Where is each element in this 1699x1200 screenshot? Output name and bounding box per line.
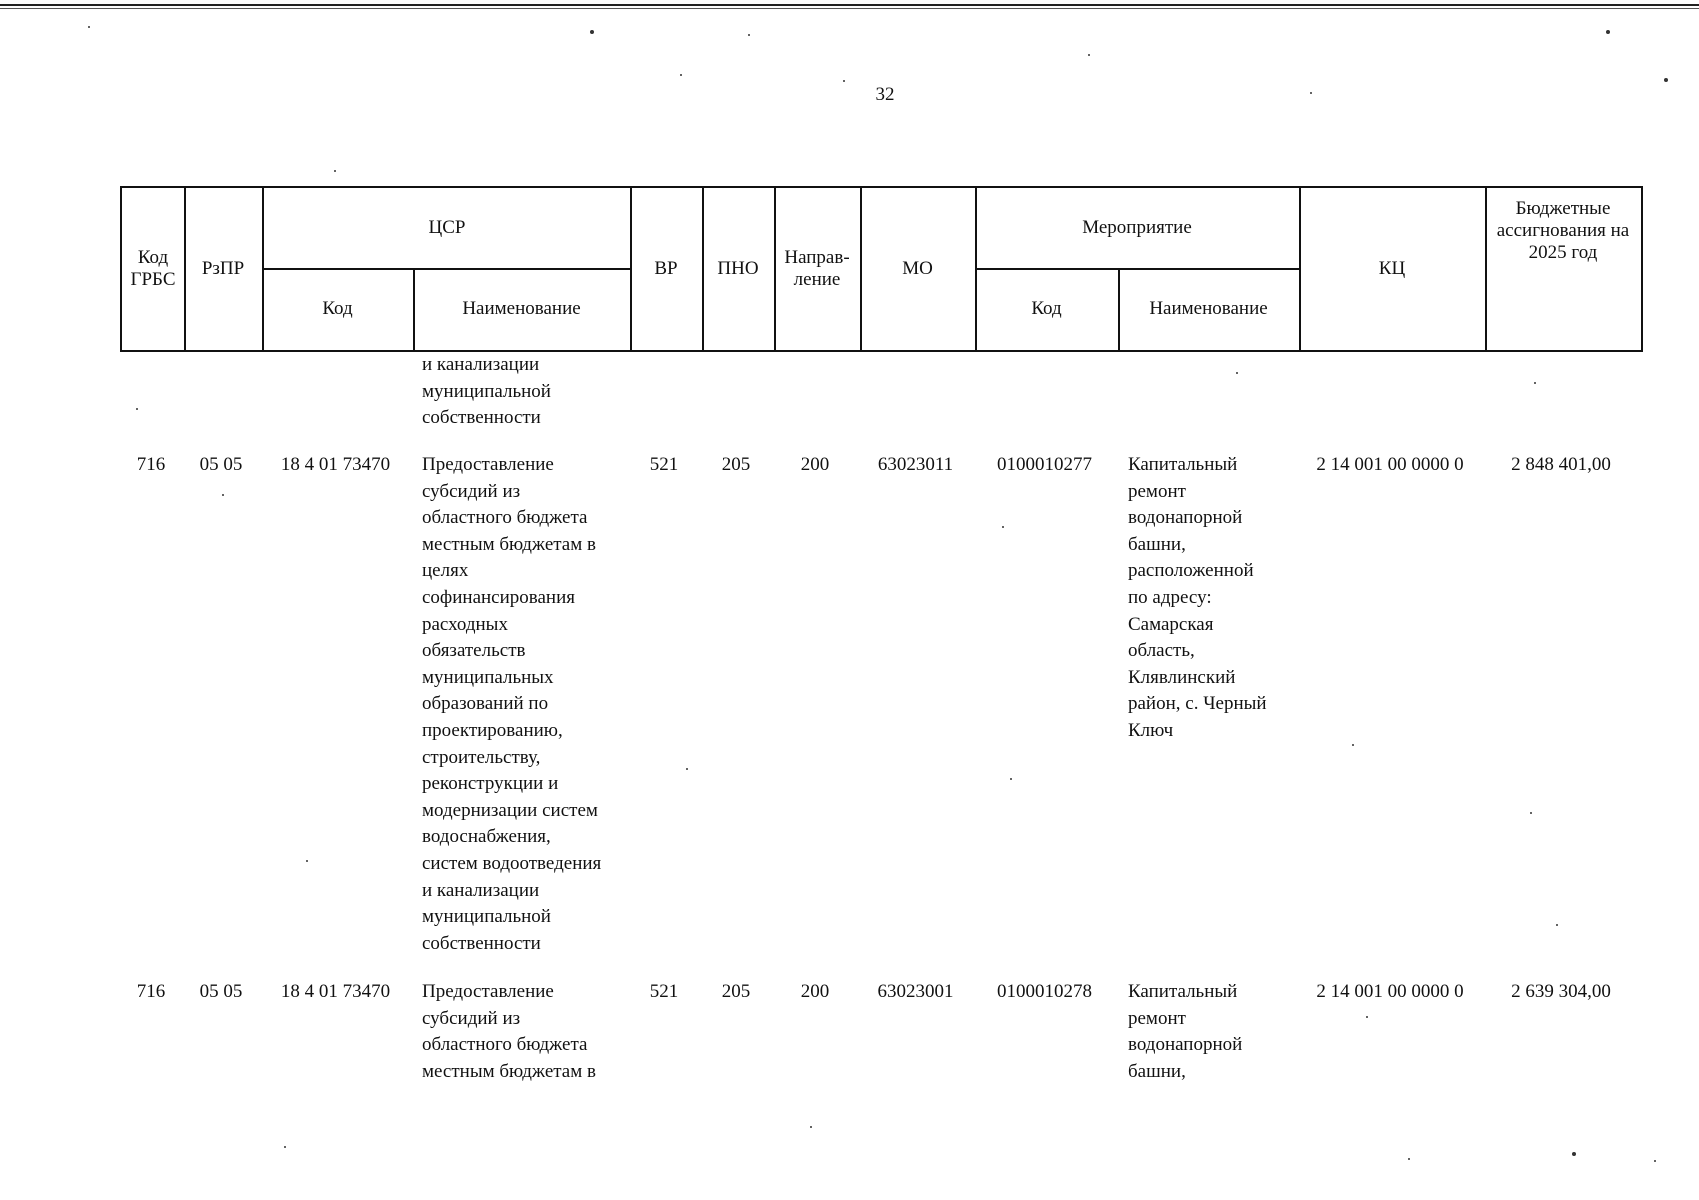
header-csr: ЦСР xyxy=(428,217,466,238)
cell-pno: 205 xyxy=(721,981,751,1002)
scan-speck xyxy=(1088,54,1090,56)
header-napravlenie: Направ- ление xyxy=(784,247,850,290)
cell-mer-kod: 0100010277 xyxy=(997,454,1092,475)
scan-speck xyxy=(1236,372,1238,374)
scan-speck xyxy=(136,408,138,410)
cell-mer-name: Капитальный ремонт водонапорной башни, расположенной по адресу: Самарская область, Клявлинский район, с. Черный Ключ xyxy=(1128,454,1267,741)
cell-rzpr: 05 05 xyxy=(199,454,243,475)
scan-speck xyxy=(1002,526,1004,528)
scan-speck xyxy=(222,494,224,496)
header-vr: ВР xyxy=(654,258,678,279)
header-rzpr: РзПР xyxy=(201,258,245,279)
header-mo: МО xyxy=(902,258,933,279)
header-kc: КЦ xyxy=(1378,258,1406,279)
header-csr-kod: Код xyxy=(322,298,353,319)
cell-pno: 205 xyxy=(721,454,751,475)
header-csr-name: Наименование xyxy=(462,298,581,319)
scan-speck xyxy=(284,1146,286,1148)
scan-speck xyxy=(1606,30,1610,34)
scan-speck xyxy=(1530,812,1532,814)
header-budget: Бюджетные ассигнования на 2025 год xyxy=(1496,198,1630,263)
cell-csr-name: Предоставление субсидий из областного бюджета местным бюджетам в xyxy=(422,981,596,1082)
table-header xyxy=(120,186,1643,352)
cell-mo: 63023011 xyxy=(877,454,954,475)
scan-speck xyxy=(88,26,90,28)
header-mer-name: Наименование xyxy=(1149,298,1268,319)
header-pno: ПНО xyxy=(717,258,759,279)
cell-vr: 521 xyxy=(649,454,679,475)
cell-napravlenie: 200 xyxy=(800,454,830,475)
scan-speck xyxy=(1010,778,1012,780)
cell-csr-kod: 18 4 01 73470 xyxy=(280,454,391,475)
scan-speck xyxy=(306,860,308,862)
cell-kc: 2 14 001 00 0000 0 xyxy=(1316,981,1464,1002)
cell-csr-name: Предоставление субсидий из областного бюджета местным бюджетам в целях софинансирования расходных обязательств муниципальных образований по проектированию, строительству, реконструкции и модернизации систем водоснабжения, систем водоотведения и канализации муниципальной собственности xyxy=(422,454,602,954)
scan-speck xyxy=(748,34,750,36)
cell-csr-name: и канализации муниципальной собственности xyxy=(422,354,551,429)
scan-speck xyxy=(1534,382,1536,384)
scan-speck xyxy=(1664,78,1668,82)
scan-speck xyxy=(1366,1016,1368,1018)
top-scan-rule xyxy=(0,4,1699,6)
cell-csr-kod: 18 4 01 73470 xyxy=(280,981,391,1002)
scan-speck xyxy=(1654,1160,1656,1162)
cell-grbs: 716 xyxy=(136,981,166,1002)
scan-speck xyxy=(1310,92,1312,94)
header-mer-kod: Код xyxy=(1031,298,1062,319)
scan-speck xyxy=(334,170,336,172)
cell-mo: 63023001 xyxy=(877,981,954,1002)
scan-speck xyxy=(843,80,845,82)
scan-speck xyxy=(1556,924,1558,926)
cell-mer-name: Капитальный ремонт водонапорной башни, xyxy=(1128,981,1243,1082)
scan-speck xyxy=(1352,744,1354,746)
cell-rzpr: 05 05 xyxy=(199,981,243,1002)
scan-speck xyxy=(686,768,688,770)
cell-napravlenie: 200 xyxy=(800,981,830,1002)
scan-speck xyxy=(680,74,682,76)
cell-budget: 2 848 401,00 xyxy=(1511,454,1611,475)
page-number: 32 xyxy=(875,84,895,105)
header-meropriyatie: Мероприятие xyxy=(1082,217,1192,238)
scan-speck xyxy=(1572,1152,1576,1156)
cell-grbs: 716 xyxy=(136,454,166,475)
scan-speck xyxy=(1408,1158,1410,1160)
top-scan-rule-thin xyxy=(0,8,1699,9)
cell-kc: 2 14 001 00 0000 0 xyxy=(1316,454,1464,475)
cell-budget: 2 639 304,00 xyxy=(1511,981,1611,1002)
scan-speck xyxy=(590,30,594,34)
scan-speck xyxy=(810,1126,812,1128)
header-kod-grbs: Код ГРБС xyxy=(130,247,176,290)
cell-vr: 521 xyxy=(649,981,679,1002)
cell-mer-kod: 0100010278 xyxy=(997,981,1092,1002)
